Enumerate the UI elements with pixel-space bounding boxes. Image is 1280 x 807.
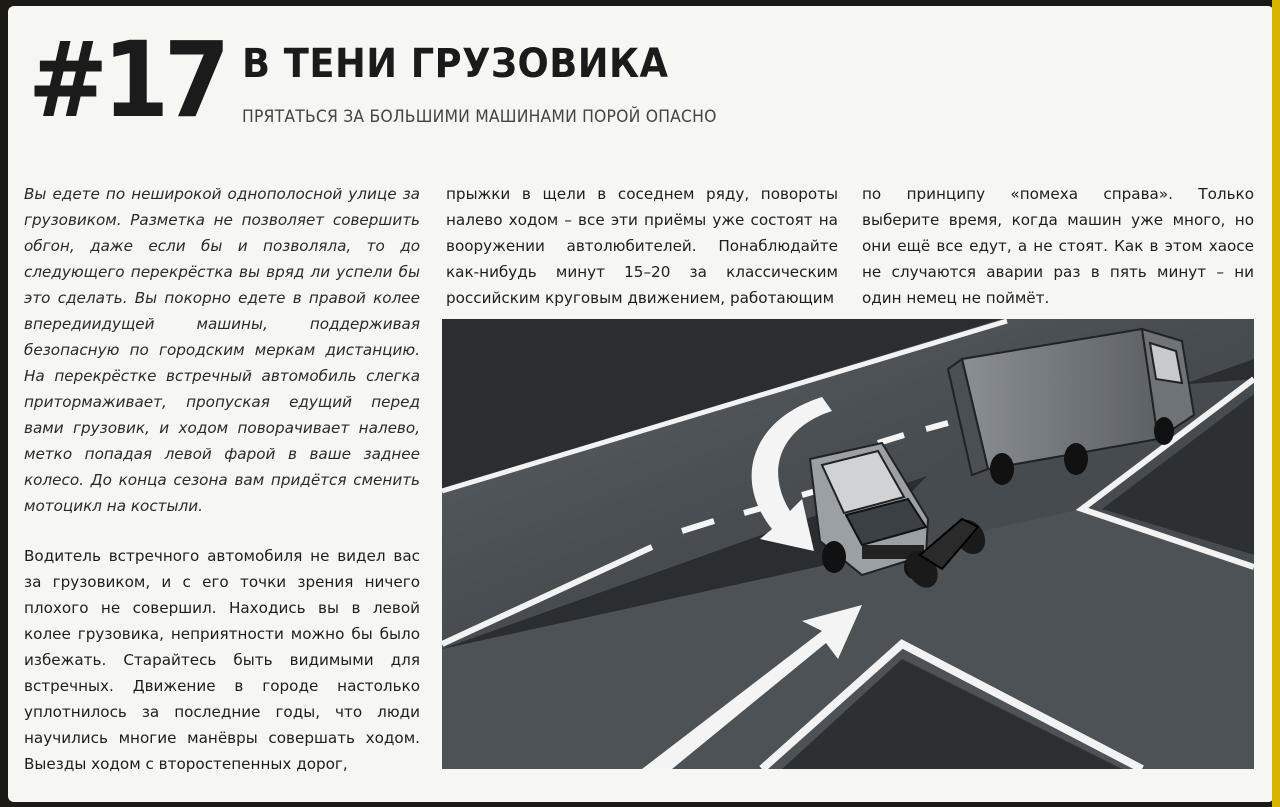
text-column-2 bbox=[446, 181, 838, 311]
text-column-3 bbox=[862, 181, 1254, 311]
body-paragraph-1: Водитель встречного автомобиля не видел вас за грузовиком, и с его точки зрения ничего плохого не совершил. Находись вы в левой колее грузовика, неприятности можно бы было избежать. Старайтесь быть видимыми для встречных. Движение в городе настолько уплотнилось за последние годы, что люди научились многие манёвры совершать ходом. Выезды ходом с второстепенных дорог, bbox=[24, 547, 420, 773]
page-edge bbox=[1272, 0, 1280, 807]
lead-paragraph: Вы едете по неширокой однополосной улице за грузовиком. Разметка не позволяет совершить обгон, даже если бы и позволяла, то до следующего перекрёстка вы вряд ли успели бы это сделать. Вы покорно едете в правой колее впередиидущей машины, поддерживая безопасную по городским меркам дистанцию. На перекрёстке встречный автомобиль слегка притормаживает, пропуская едущий перед вами грузовик, и ходом поворачивает налево, метко попадая левой фарой в ваше заднее колесо. До конца сезона вам придётся сменить мотоцикл на костыли. bbox=[24, 185, 420, 515]
article-title: В ТЕНИ ГРУЗОВИКА bbox=[242, 41, 669, 87]
body-paragraph-3: по принципу «помеха справа». Только выберите время, когда машин уже много, но они ещё все едут, а не стоят. Как в этом хаосе не случаются аварии раз в пять минут – ни один немец не поймёт. bbox=[862, 185, 1254, 307]
illustration-svg bbox=[442, 319, 1254, 769]
intersection-illustration bbox=[442, 319, 1254, 769]
magazine-page bbox=[8, 6, 1274, 802]
article-number: #17 bbox=[28, 19, 225, 141]
body-paragraph-2: прыжки в щели в соседнем ряду, повороты налево ходом – все эти приёмы уже состоят на вооружении автолюбителей. Понаблюдайте как-нибудь минут 15–20 за классическим российским круговым движением, работающим bbox=[446, 185, 838, 307]
text-column-1 bbox=[24, 181, 420, 777]
article-subtitle: ПРЯТАТЬСЯ ЗА БОЛЬШИМИ МАШИНАМИ ПОРОЙ ОПАСНО bbox=[242, 107, 717, 127]
